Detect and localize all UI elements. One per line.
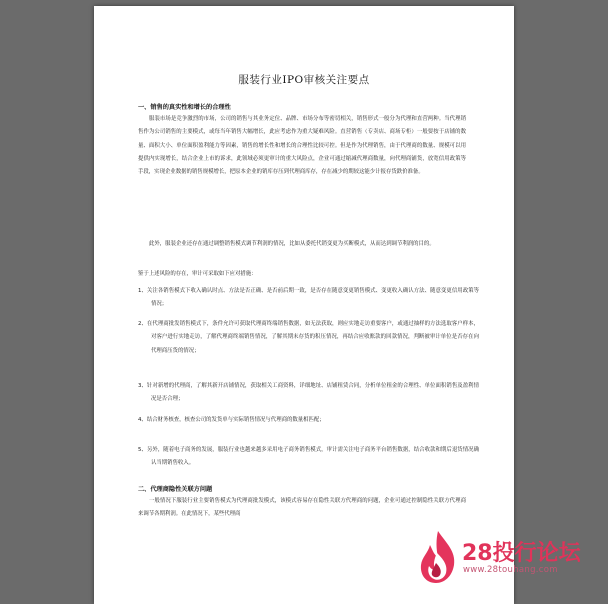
- measure-item-2: 2、在代理商批发销售模式下，条件允许可获取代理商终端销售数据，如无法获取，则应实地走访重要客户，或通过抽样的方法选取客户样本，对客户进行实地走访，了解代理商终端销售情况，了解其期末存货的积压情况，再结合应收账款的回款情况，判断被审计单位是否存在向代理商压货的情况；: [138, 321, 479, 354]
- brand-name: [462, 536, 581, 567]
- measure-item-4: 4、结合财务核查，核查公司的发货单与实际销售情况与代理商的数量相匹配；: [138, 417, 325, 423]
- measure-item-1: 1、关注各销售模式下收入确认时点、方法是否正确、是否前后期一致，是否存在随意变更销售模式、变更收入确认方法、随意变更信用政策等情况；: [138, 288, 479, 308]
- brand-number: 28: [462, 541, 493, 566]
- paragraph-2: 此外，服装企业还存在通过调整销售模式调节利润的情况，比如从委托代销变更为买断模式，从而达到调节利润的目的。: [149, 241, 435, 247]
- brand-url: www.28touhang.com: [463, 565, 558, 575]
- paragraph-1: 服装市场是竞争激烈的市场，公司的销售与其业务定位、品牌、市场分布等密切相关，销售形式一般分为代理和直营两种。当代理销售作为公司销售的主要模式，或每当年销售大幅增长，此应考虑作为重大疑难风险。直营销售（专卖店、商场专柜）一般要按于店铺的数量、面积大小、单位面积盈利能力等因素，销售的增长性和增长的合理性比较可控。但是作为代理销售，由于代理商的数量、规模可以用提供内实现增长，结合企业上市的诉求，此领域必须更审计的重大风险点，企业可通过缩减代理商数量，向代理商铺货，放宽信用政策等手段，实现企业数据的销售规模增长，把原本企业的销库存压到代理商库存，存在减少的期较这能少计报存货跌价准备。: [138, 116, 466, 176]
- measures-intro: 鉴于上述风险的存在，审计可采取如下应对措施：: [138, 271, 257, 277]
- section-heading-2: 二、代理商隐性关联方问题: [138, 486, 213, 493]
- section-heading-1: 一、销售的真实性和增长的合理性: [138, 104, 231, 111]
- document-page: [94, 6, 514, 604]
- flame-icon: [416, 529, 460, 585]
- measure-item-3: 3、针对新增的代理商，了解其新开店铺情况，获取相关工商资料，详细地址、店铺租赁合同，分析单位租金的合理性、单位面积销售及盈利情况是否合理；: [138, 383, 479, 403]
- brand-text: 投行论坛: [492, 541, 581, 566]
- paragraph-3: 一般情况下服装行业主要销售模式为代理商批发模式，该模式容易存在隐性关联方代理商的问题，企业可通过控制隐性关联方代理商来调节各期利润。在此情况下，某些代理商: [138, 498, 466, 518]
- measure-item-5: 5、另外，随着电子商务的发展，服装行业也越来越多采用电子商务销售模式，审计需关注电子商务平台销售数据，结合收款和期后退货情况确认当期销售收入。: [138, 447, 479, 467]
- watermark-logo: [416, 527, 586, 589]
- document-title: 服装行业IPO审核关注要点: [238, 74, 370, 86]
